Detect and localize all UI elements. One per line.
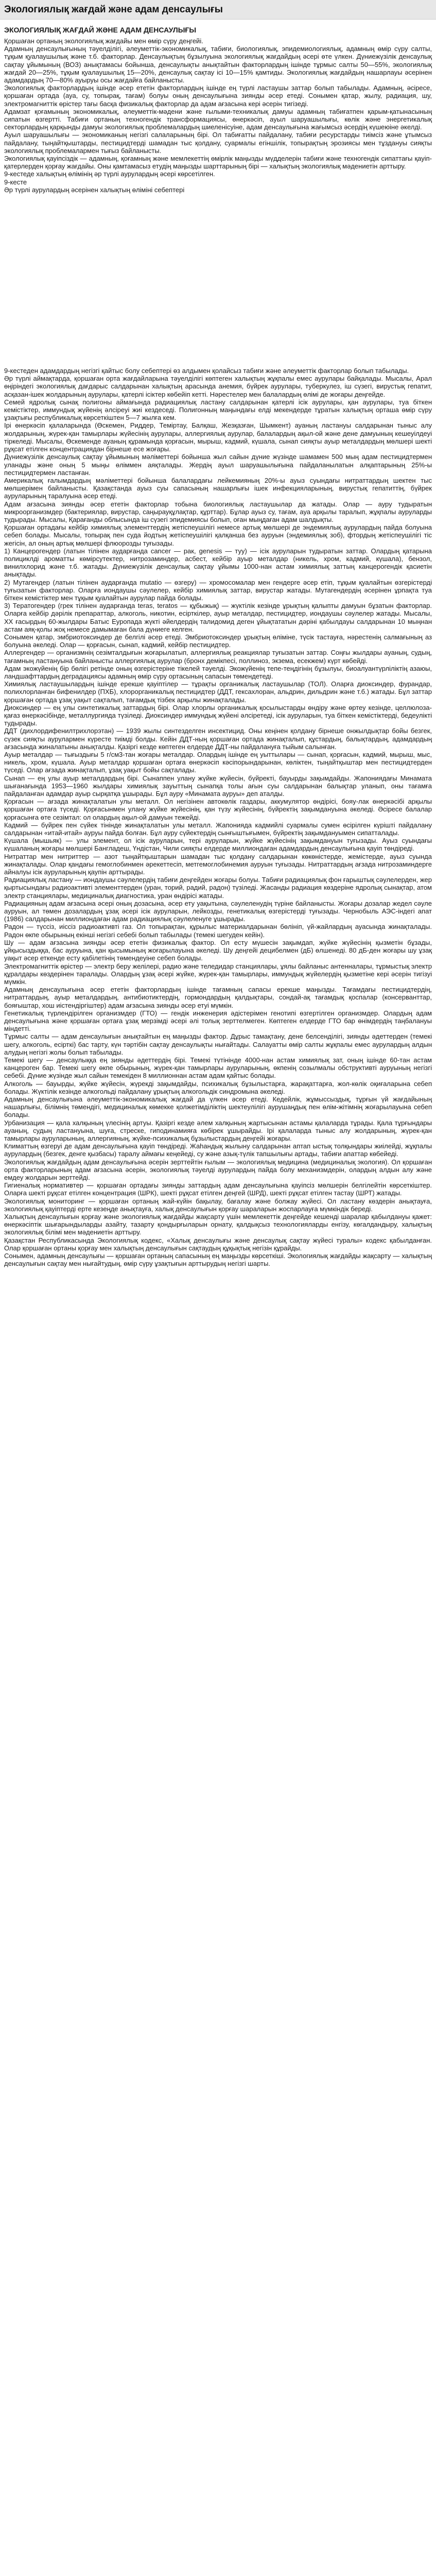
- paragraph: Қоршаған ортадағы кейбір химиялық элементтердің жетіспеушілігі немесе артық мөлшері де эндемиялық аурулардың пайда болуына себеп болады. Мысалы, топырақ пен суда йодтың жетіспеушілігі қалқанша без ауруын (эндемиялық зоб), фтордың жетіспеушілігі тіс жегісін, ал оның артық мөлшері флюорозды туғызады.: [4, 523, 432, 547]
- paragraph: Сынап — ең улы ауыр металдардың бірі. Сынаппен улану жүйке жүйесін, бүйректі, бауырды зақымдайды. Жапониядағы Минамата шығанағында 1953—1960 жылдары химиялық зауыттың сынапқа толы ағын суы салдарынан балықтар уланып, оны тағамға пайдаланған адамдар ауыр сырқатқа ұшырады. Бұл ауру «Минамата ауруы» деп аталды.: [4, 774, 432, 798]
- paragraph: Кадмий — бүйрек пен сүйек тінінде жинақталатын улы металл. Жапонияда кадмийлі суармалы сумен өсірілген күрішті пайдалану салдарынан «итай-итай» ауруы пайда болған. Бұл ауру сүйектердің сынғыштығымен, бүйректің зақымдануымен сипатталады.: [4, 821, 432, 837]
- paragraph: Әр түрлі аймақтарда, қоршаған орта жағдайларына тәуелділігі көптеген халықтың жұқпалы емес аурулары байқалады. Мысалы, Арал өңіріндегі экологиялық дағдарыс салдарынан халықтың арасында анемия, бүйрек аурулары, туберкулез, іш сүзегі, вирустық гепатит, асқазан-ішек жолдарының аурулары, қатерлі ісіктер көбейіп кетті. Нәрестелер мен балалардың өлімі де жоғары деңгейде.: [4, 375, 432, 398]
- paragraph: Диоксиндер — ең улы синтетикалық заттардың бірі. Олар хлорлы органикалық қосылыстарды өндіру және өртеу кезінде, целлюлоза-қағаз өнеркәсібінде, металлургияда түзіледі. Диоксиндер иммундық жүйені әлсіретеді, ісік ауруларын, туа біткен кемістіктерді, бедеулікті тудырады.: [4, 703, 432, 727]
- paragraph: Тұрмыс салты — адам денсаулығын анықтайтын ең маңызды фактор. Дұрыс тамақтану, дене белсенділігі, зиянды әдеттерден (темекі шегу, алкоголь, есірткі) бас тарту, күн тәртібін сақтау денсаулықты нығайтады. Салауатты өмір салты жұқпалы емес аурулардың алдын алудың негізгі жолы болып табылады.: [4, 1032, 432, 1056]
- paragraph: Радиацияның адам ағзасына әсері оның дозасына, әсер ету уақытына, сәулеленудің түріне байланысты. Жоғары дозалар жедел сәуле ауруын, ал төмен дозалардың ұзақ әсері ісік ауруларын, лейкозды, генетикалық өзгерістерді туғызады. Чернобыль АЭС-індегі апат (1986) салдарынан миллиондаған адам радиациялық сәулеленуге ұшырады.: [4, 899, 432, 923]
- paragraph: Радиациялық ластану — иондаушы сәулелердің табиғи деңгейден жоғары болуы. Табиғи радиациялық фон ғарыштық сәулелерден, жер қыртысындағы радиоактивті элементтерден (уран, торий, радий, радон) түзіледі. Жасанды радиация көздеріне ядролық сынақтар, атом электр станциялары, медициналық диагностика, уран өндірісі жатады.: [4, 876, 432, 900]
- paragraph: Күшала (мышьяк) — улы элемент, ол ісік ауруларын, тері ауруларын, жүйке жүйесінің зақымдануын туғызады. Ауыз суындағы күшаланың жоғары мөлшері Бангладеш, Үндістан, Чили сияқты елдерде миллиондаған адамдардың денсаулығына қауіп төндіреді.: [4, 837, 432, 853]
- paragraph: Генетикалық түрлендірілген организмдер (ГТО) — гендік инженерия әдістерімен генотипі өзгертілген организмдер. Олардың адам денсаулығына және қоршаған ортаға ұзақ мерзімді әсері әлі толық зерттелмеген. Көптеген елдерде ГТО бар өнімдердің таңбалануы міндетті.: [4, 1009, 432, 1033]
- section-1-body: [4, 37, 432, 194]
- article-content: [0, 20, 436, 1278]
- paragraph: 9-кестеден адамдардың негізгі қайтыс болу себептері өз алдымен қолайсыз табиғи және әлеуметтік факторлар болып табылады.: [4, 367, 409, 375]
- paragraph: Қоршаған ортаның экологиялық жағдайы мен өмір сүру деңгейі.: [4, 37, 203, 45]
- paragraph: ДДТ (дихлордифенилтрихлорэтан) — 1939 жылы синтезделген инсектицид. Оны кеңінен қолдану бірнеше онжылдықтар бойы безгек, сүзек сияқты аурулармен күресте тиімді болды. Кейін ДДТ-ның қоршаған ортада жинақталып, құстардың, балықтардың, адамдардың ағзасында жиналатыны анықталды. Қазіргі кезде көптеген елдерде ДДТ-ны пайдалануға тыйым салынған.: [4, 727, 432, 751]
- paragraph: Темекі шегу — денсаулыққа ең зиянды әдеттердің бірі. Темекі түтінінде 4000-нан астам химиялық зат, оның ішінде 60-тан астам канцероген бар. Темекі шегу өкпе обырының, жүрек-қан тамырлары ауруларының, өкпенің созылмалы обструктивті ауруының негізгі себебі. Дүние жүзінде жыл сайын темекіден 8 миллионнан астам адам қайтыс болады.: [4, 1056, 432, 1080]
- paragraph: Адамның денсаулығына әлеуметтік-экономикалық жағдай да үлкен әсер етеді. Кедейлік, жұмыссыздық, тұрғын үй жағдайының нашарлығы, білімнің төмендігі, медициналық көмекке қолжетімділіктің шектеулілігі аурушаңдық пен өлім-жітімнің жоғарылауына себеп болады.: [4, 1095, 432, 1119]
- paragraph: Сонымен, адамның денсаулығы — қоршаған ортаның сапасының ең маңызды көрсеткіші. Экологиялық жағдайды жақсарту — халықтың денсаулығын сақтау мен нығайтудың, өмір сүру ұзақтығын арттырудың негізгі шарты.: [4, 1252, 432, 1268]
- paragraph: Дүниежүзілік денсаулық сақтау ұйымының мәліметтері бойынша жыл сайын дүние жүзінде шамамен 500 мың адам пестицидтермен уланады және оның 5 мыңы өліммен аяқталады. Жердің ауыл шаруашылығына пайдаланылатын алқаптарының 25%-ы пестицидтермен ластанған.: [4, 453, 432, 477]
- paragraph: Ауыр металдар — тығыздығы 5 г/см3-тан жоғары металдар. Олардың ішінде ең уыттылары — сынап, қорғасын, кадмий, мырыш, мыс, никель, хром, күшала. Ауыр металдар қоршаған ортаға өнеркәсіп кәсіпорындарынан, көліктен, тыңайтқыштар мен пестицидтерден түседі. Олар ағзада жинақталып, ұзақ уақыт бойы сақталады.: [4, 751, 432, 774]
- paragraph: Семей ядролық сынақ полигоны аймағында радиациялық ластану салдарынан қатерлі ісік аурулары, қан аурулары, туа біткен кемістіктер, иммундық жүйенің әлсіреуі жиі кездеседі. Полигонның маңындағы елді мекендерде тұратын халықтың орташа өмір сүру ұзақтығы республикалық көрсеткіштен 5—7 жылға кем.: [4, 398, 432, 422]
- paragraph: Адамның денсаулығының тәуелділігі, әлеуметтік-экономикалық, табиғи, биологиялық, эпидемиологиялық, адамның өмір сүру салты, тұқым қуалаушылық және т.б. факторлар. Денсаулықтың бұзылуына экологиялық жағдайдың әсері өте үлкен. Дүниежүзілік денсаулық сақтау ұйымының (ВОЗ) анықтамасы бойынша, денсаулықты анықтайтын факторлардың ішінде тұрмыс салты 50—55%, экологиялық жағдай 20—25%, тұқым қуалаушылық 15—20%, денсаулық сақтау ісі 10—15% қамтиды. Экологиялық жағдайдың нашарлауы әсерінен адамдардың 70—80% ауыруы осы жағдайға байланысты.: [4, 45, 432, 84]
- paragraph: Қазақстан Республикасында Экологиялық кодекс, «Халық денсаулығы және денсаулық сақтау жүйесі туралы» кодекс қабылданған. Олар қоршаған ортаны қорғау мен халықтың денсаулығын сақтаудың құқықтық негізін құрайды.: [4, 1236, 432, 1252]
- paragraph: Экологиялық қауіпсіздік — адамның, қоғамның және мемлекеттің өмірлік маңызды мүдделерін табиғи және техногендік сипаттағы қауіп-қатерлерден қорғау жағдайы. Оны қамтамасыз етудің маңызды шарттарының бірі — халықтың экологиялық мәдениетін арттыру.: [4, 155, 432, 171]
- paragraph: Адам ағзасына зиянды әсер ететін факторлар тобына биологиялық ластаушылар да жатады. Олар — ауру тудыратын микроорганизмдер (бактериялар, вирустар, саңырауқұлақтар, құрттар). Бұлар ауыз су, тағам, ауа арқылы таралып, жұқпалы ауруларды тудырады. Мысалы, Қарағанды облысында іш сүзегі эпидемиясы болып, оған мыңдаған адам шалдықты.: [4, 500, 432, 523]
- paragraph: 9-кестеде халықтың өлімінің әр түрлі аурулардың әсері көрсетілген.: [4, 170, 215, 178]
- paragraph: Америкалық ғалымдардың мәліметтері бойынша балалардағы лейкемияның 20%-ы ауыз суындағы нитраттардың шектен тыс мөлшерімен байланысты. Қазақстанда ауыз суы сапасының нашарлығы ішек инфекцияларының, вирустық гепатиттің, бүйрек ауруларының таралуына әсер етеді.: [4, 476, 432, 500]
- paragraph: 1) Канцерогендер (латын тілінен аударғанда cancer — рак, genesis — туу) — ісік ауруларын тудыратын заттар. Олардың қатарына полициклді ароматты көмірсутектер, нитрозаминдер, асбест, кейбір ауыр металдар (никель, хром, кадмий, күшала), бензол, винилхлорид және т.б. жатады. Дүниежүзілік денсаулық сақтау ұйымы 1000-нан астам химиялық заттың канцерогендік қасиетін анықтады.: [4, 547, 432, 579]
- paragraph: Ірі өнеркәсіп қалаларында (Өскемен, Риддер, Теміртау, Балқаш, Жезқазған, Шымкент) ауаның ластануы салдарынан тыныс алу жолдарының, жүрек-қан тамырлары жүйесінің аурулары, аллергиялық аурулар, балалардың ақыл-ой және дене дамуының кешеуілдеуі тіркеледі. Мысалы, Өскеменде ауаның құрамында қорғасын, мырыш, кадмий, күшала, сынап сияқты ауыр металдардың мөлшері шекті рұқсат етілген концентрациядан бірнеше есе жоғары.: [4, 421, 432, 453]
- paragraph: Экологиялық факторлардың ішінде әсер ететін факторлардың ішінде ең түрлі ластаушы заттар болып табылады. Адамның, әсіресе, қоршаған ортада (ауа, су, топырақ, тағам) болуы оның денсаулығына зиянды әсер етеді. Сонымен қатар, жылу, радиация, шу, электромагниттік өрістер тағы басқа физикалық факторлар да адам ағзасына кері әсерін тигізеді.: [4, 84, 432, 108]
- paragraph: 2) Мутагендер (латын тілінен аударғанда mutatio — өзгеру) — хромосомалар мен гендерге әсер етіп, тұқым қуалайтын өзгерістерді туғызатын факторлар. Оларға иондаушы сәулелер, кейбір химиялық заттар, вирустар жатады. Мутагендердің әсерінен ұрпақта туа біткен кемістіктер мен тұқым қуалайтын аурулар пайда болады.: [4, 578, 432, 602]
- section-heading: ЭКОЛОГИЯЛЫҚ ЖАҒДАЙ ЖӘНЕ АДАМ ДЕНСАУЛЫҒЫ: [4, 26, 197, 34]
- paragraph: Экологиялық жағдайдың адам денсаулығына әсерін зерттейтін ғылым — экологиялық медицина (медициналық экология). Ол қоршаған орта факторларының адам ағзасына әсерін, экологиялық тәуелді аурулардың пайда болу механизмдерін, олардың алдын алу және емдеу жолдарын зерттейді.: [4, 1158, 432, 1181]
- paragraph: Экологиялық мониторинг — қоршаған ортаның жай-күйін бақылау, бағалау және болжау жүйесі. Ол ластану көздерін анықтауға, экологиялық қауіптерді ерте кезеңде анықтауға, халық денсаулығын қорғау шараларын жоспарлауға мүмкіндік береді.: [4, 1197, 432, 1213]
- page-header: [0, 0, 436, 20]
- paragraph: Халықтың денсаулығын қорғау және экологиялық жағдайды жақсарту үшін мемлекеттік деңгейде кешенді шаралар қабылдануы қажет: өнеркәсіптік шығарындыларды азайту, тазарту қондырғыларын орнату, қалдықсыз технологияларды енгізу, көгалдандыру, халықтың экологиялық білімі мен мәдениетін арттыру.: [4, 1213, 432, 1236]
- paragraph: Сонымен қатар, эмбриотоксиндер де белгілі әсер етеді. Эмбриотоксиндер ұрықтың өліміне, түсік тастауға, нәрестенің салмағының аз болуына әкеледі. Олар — қорғасын, сынап, кадмий, кейбір пестицидтер.: [4, 633, 432, 649]
- paragraph: Радон — түссіз, иіссіз радиоактивті газ. Ол топырақтан, құрылыс материалдарынан бөлініп, үй-жайлардың ауасында жинақталады. Радон өкпе обырының екінші негізгі себебі болып табылады (темекі шегуден кейін).: [4, 923, 432, 939]
- paragraph: Ауыл шаруашылығы — экономиканың негізгі салаларының бірі. Ол табиғатты пайдалану, табиғи ресурстарды тиімсіз және ұтымсыз пайдалану, тыңайтқыштарды, пестицидтерді шамадан тыс қолдану, суармалы егіншілік, топырақтың эрозиясы мен тұздануы сияқты экологиялық проблемалармен тығыз байланысты.: [4, 131, 432, 155]
- paragraph: Гигиеналық нормативтер — қоршаған ортадағы зиянды заттардың адам денсаулығына қауіпсіз мөлшерін белгілейтін көрсеткіштер. Оларға шекті рұқсат етілген концентрация (ШРК), шекті рұқсат етілген деңгей (ШРД), шекті рұқсат етілген тастау (ШРТ) жатады.: [4, 1181, 432, 1197]
- paragraph: Химиялық ластаушылардың ішінде ерекше қауіптілер — тұрақты органикалық ластаушылар (ТОЛ). Оларға диоксиндер, фурандар, полихлорланған бифенилдер (ПХБ), хлорорганикалық пестицидтер (ДДТ, гексахлоран, альдрин, дильдрин және т.б.) жатады. Бұл заттар қоршаған ортада ұзақ уақыт сақталып, тағамдық тізбек арқылы жинақталады.: [4, 680, 432, 704]
- paragraph: Әр түрлі аурулардың әсерінен халықтың өліміні себептері: [4, 185, 185, 194]
- paragraph: Қорғасын — ағзада жинақталатын улы металл. Ол негізінен автокөлік газдары, аккумулятор өндірісі, бояу-лак өнеркәсібі арқылы қоршаған ортаға түседі. Қорғасынмен улану жүйке жүйесінің, қан түзу жүйесінің, бүйректің зақымдануына әкеледі. Әсіресе балалар қорғасынға өте сезімтал: ол олардың ақыл-ой дамуын тежейді.: [4, 798, 432, 821]
- page-title: Экологиялық жағдай және адам денсаулығы: [4, 4, 223, 15]
- paragraph: Аллергендер — организмнің сезімталдығын жоғарылатып, аллергиялық реакциялар туғызатын заттар. Соңғы жылдары ауаның, судың, тағамның ластануына байланысты аллергиялық аурулар (бронх демікпесі, поллиноз, экзема, есекжем) күрт көбейді.: [4, 649, 432, 665]
- paragraph: Урбанизация — қала халқының үлесінің артуы. Қазіргі кезде әлем халқының жартысынан астамы қалаларда тұрады. Қала тұрғындары ауаның, судың ластануына, шуға, стреске, гиподинамияға көбірек ұшырайды. Ірі қалаларда тыныс алу жолдарының, жүрек-қан тамырлары ауруларының, аллергияның, жүйке-психикалық бұзылыстардың деңгейі жоғары.: [4, 1118, 432, 1142]
- paragraph: Климаттың өзгеруі де адам денсаулығына қауіп төндіреді. Жаһандық жылыну салдарынан аптап ыстық толқындары жиілейді, жұқпалы аурулардың (безгек, денге қызбасы) таралу аймағы кеңейеді, су және азық-түлік тапшылығы артады, табиғи апаттар көбейеді.: [4, 1142, 432, 1158]
- paragraph: Адамның денсаулығына әсер ететін факторлардың ішінде тағамның сапасы ерекше маңызды. Тағамдағы пестицидтердің, нитраттардың, ауыр металдардың, антибиотиктердің, гормондардың қалдықтары, сондай-ақ тағамдық қоспалар (консерванттар, бояғыштар, хош иістендіргіштер) адам ағзасына зиянды әсер етуі мүмкін.: [4, 986, 432, 1009]
- table-9-figure: [4, 198, 416, 363]
- paragraph: Нитраттар мен нитриттер — азот тыңайтқыштарын шамадан тыс қолдану салдарынан көкөністерде, жемістерде, ауыз суында жинақталады. Олар қандағы гемоглобинмен әрекеттесіп, метгемоглобинемия ауруын туғызады. Нитраттардың ағзада нитрозаминдерге айналуы ісік ауруларының қаупін арттырады.: [4, 852, 432, 876]
- paragraph: 9-кесте: [4, 178, 27, 186]
- paragraph: Адамзат қоғамының экономикалық, әлеуметтік-мәдени және ғылыми-техникалық дамуы адамның табиғатпен қарым-қатынасының сипатын өзгертті. Табиғи ортаның техногендік трансформациясы, өнеркәсіп, ауыл шаруашылығы, көлік және энергетикалық секторлардың қарқынды дамуы экологиялық проблемалардың шиеленісуіне, адам денсаулығына жағымсыз әсердің күшеюіне әкелді.: [4, 107, 432, 131]
- paragraph: Электромагниттік өрістер — электр беру желілері, радио және теледидар станциялары, ұялы байланыс антенналары, тұрмыстық электр құралдары көздерінен таралады. Олардың ұзақ әсері жүйке, жүрек-қан тамырлары, иммундық жүйелердің қызметіне кері әсерін тигізуі мүмкін.: [4, 962, 432, 986]
- paragraph: Шу — адам ағзасына зиянды әсер ететін физикалық фактор. Ол есту мүшесін зақымдап, жүйке жүйесінің қызметін бұзады, ұйқысыздыққа, бас ауруына, қан қысымының жоғарылауына әкеледі. Шу деңгейі децибелмен (дБ) өлшенеді. 80 дБ-ден жоғары шу ұзақ уақыт әсер еткенде есту қабілетінің төмендеуіне себеп болады.: [4, 938, 432, 962]
- paragraph: Алкоголь — бауырды, жүйке жүйесін, жүрекді зақымдайды, психикалық бұзылыстарға, жарақаттарға, жол-көлік оқиғаларына себеп болады. Жүктілік кезінде алкогольді пайдалану ұрықтың алкогольдік синдромына әкеледі.: [4, 1079, 432, 1095]
- paragraph: Адам экожүйенің бір бөлігі ретінде оның өзгерістеріне тікелей тәуелді. Экожүйенің тепе-теңдігінің бұзылуы, биоалуантүрліліктің азаюы, ландшафттардың деградациясы адамның өмір сүру ортасының сапасын төмендетеді.: [4, 664, 432, 680]
- section-2-body: [4, 367, 432, 1267]
- paragraph: 3) Тератогендер (грек тілінен аударғанда teras, teratos — құбыжық) — жүктілік кезінде ұрықтың қалыпты дамуын бұзатын факторлар. Оларға кейбір дәрілік препараттар, алкоголь, никотин, есірткілер, ауыр металдар, пестицидтер, иондаушы сәулелер жатады. Мысалы, ХХ ғасырдың 60-жылдары Батыс Еуропада жүкті әйелдердің талидомид деген ұйықтататын дәріні қабылдауы салдарынан 10 мыңнан астам аяқ-қолы жоқ немесе дамымаған бала дүниеге келген.: [4, 602, 432, 633]
